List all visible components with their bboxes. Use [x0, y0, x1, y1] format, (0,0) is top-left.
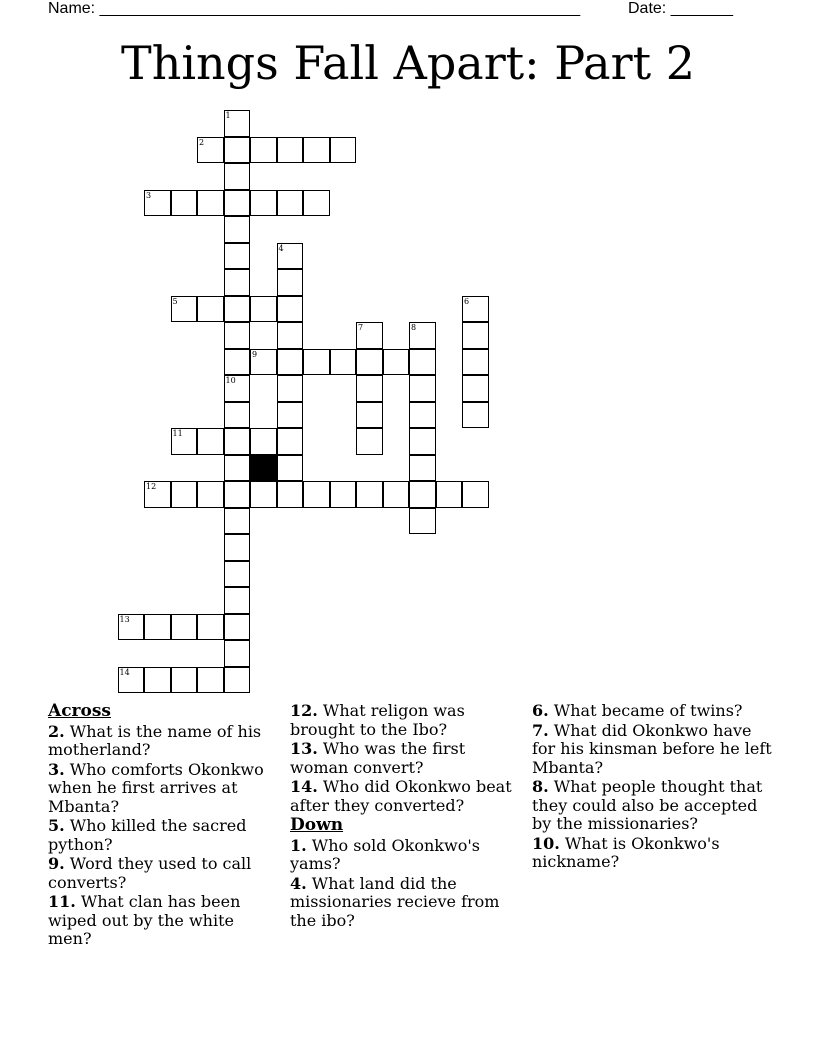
grid-cell[interactable]: [197, 296, 224, 323]
clue-number: 1.: [290, 835, 307, 855]
grid-cell[interactable]: [383, 481, 410, 508]
grid-cell[interactable]: [171, 667, 198, 694]
grid-cell[interactable]: [462, 402, 489, 429]
grid-cell[interactable]: [409, 481, 436, 508]
grid-cell[interactable]: [197, 614, 224, 641]
clue-across-3: [48, 761, 273, 817]
clue-across-2: [48, 723, 273, 760]
clue-text: Who killed the sacred python?: [48, 816, 247, 854]
grid-cell[interactable]: [303, 190, 330, 217]
clue-number-label: 12: [146, 482, 157, 491]
grid-cell[interactable]: [224, 640, 251, 667]
clue-number-label: 11: [172, 429, 183, 438]
clue-down-10: [532, 835, 772, 872]
clue-number-label: 13: [119, 614, 130, 624]
grid-cell[interactable]: [436, 481, 463, 508]
grid-cell[interactable]: [224, 561, 251, 588]
clue-number: 12.: [290, 701, 318, 720]
grid-cell[interactable]: [330, 137, 357, 164]
clue-number-label: 3: [146, 190, 152, 200]
grid-cell[interactable]: [197, 481, 224, 508]
clue-number-label: 1: [225, 111, 231, 120]
black-cell: [250, 455, 277, 482]
clue-number: 11.: [48, 892, 76, 911]
grid-cell[interactable]: [224, 216, 251, 243]
clue-down-8: [532, 778, 772, 834]
clue-text: What people thought that they could also be accepted by the missionaries?: [532, 777, 763, 833]
grid-cell[interactable]: [409, 349, 436, 376]
grid-cell[interactable]: [197, 428, 224, 455]
grid-cell[interactable]: [171, 614, 198, 641]
grid-cell[interactable]: [409, 455, 436, 482]
clue-number: 10.: [532, 833, 560, 853]
grid-cell[interactable]: [277, 455, 304, 482]
grid-cell[interactable]: [303, 137, 330, 164]
clue-number: 6.: [532, 701, 549, 720]
grid-cell[interactable]: [224, 269, 251, 296]
grid-cell[interactable]: [144, 667, 171, 694]
grid-cell[interactable]: [197, 667, 224, 694]
clue-text: Who was the first woman convert?: [290, 739, 466, 777]
clues-column-3: [532, 702, 772, 873]
grid-cell[interactable]: [462, 375, 489, 402]
grid-cell[interactable]: [356, 402, 383, 429]
clue-down-6: [532, 702, 772, 721]
clue-number-label: 14: [119, 667, 130, 677]
grid-cell[interactable]: [224, 534, 251, 561]
grid-cell[interactable]: [330, 349, 357, 376]
grid-cell[interactable]: [277, 137, 304, 164]
clue-number-label: 7: [358, 323, 364, 332]
grid-cell[interactable]: [330, 481, 357, 508]
grid-cell[interactable]: [462, 349, 489, 376]
grid-cell[interactable]: [356, 375, 383, 402]
clue-text: What is the name of his motherland?: [48, 721, 262, 759]
clue-across-13: [290, 740, 515, 777]
grid-cell[interactable]: [277, 481, 304, 508]
clue-text: What became of twins?: [548, 701, 743, 720]
grid-cell[interactable]: [277, 349, 304, 376]
grid-cell[interactable]: [224, 667, 251, 694]
grid-cell[interactable]: [356, 428, 383, 455]
clue-across-12: [290, 702, 515, 739]
clues-column-2: [290, 702, 515, 931]
grid-cell[interactable]: [224, 243, 251, 270]
clue-number: 14.: [290, 777, 318, 796]
clue-text: Who comforts Okonkwo when he first arrives at Mbanta?: [48, 759, 264, 816]
grid-cell[interactable]: [171, 190, 198, 217]
grid-cell[interactable]: [250, 190, 277, 217]
clue-number: 5.: [48, 816, 65, 835]
grid-cell[interactable]: [356, 481, 383, 508]
clue-number: 4.: [290, 873, 307, 893]
clue-number-label: 5: [172, 296, 178, 306]
grid-cell[interactable]: [277, 428, 304, 455]
page-title: Things Fall Apart: Part 2: [121, 36, 695, 90]
grid-cell[interactable]: [224, 402, 251, 429]
grid-cell[interactable]: [224, 587, 251, 614]
grid-cell[interactable]: [250, 428, 277, 455]
grid-cell[interactable]: [277, 322, 304, 349]
grid-cell[interactable]: [277, 269, 304, 296]
grid-cell[interactable]: [277, 402, 304, 429]
clue-down-4: [290, 875, 515, 931]
grid-cell[interactable]: [250, 137, 277, 164]
grid-cell[interactable]: [409, 508, 436, 535]
grid-cell[interactable]: [224, 455, 251, 482]
grid-cell[interactable]: [383, 349, 410, 376]
clue-number: 8.: [532, 777, 549, 796]
clue-number-label: 6: [464, 296, 470, 306]
grid-cell[interactable]: [224, 137, 251, 164]
down-heading: Down: [290, 815, 344, 835]
grid-cell[interactable]: [409, 402, 436, 429]
clue-down-1: [290, 837, 515, 874]
clue-number-label: 2: [199, 137, 205, 147]
grid-cell[interactable]: [144, 614, 171, 641]
grid-cell[interactable]: [224, 163, 251, 190]
clue-text: Who did Okonkwo beat after they converted?: [290, 777, 512, 815]
grid-cell[interactable]: [250, 296, 277, 323]
clues-column-1: [48, 702, 273, 950]
clue-number: 7.: [532, 720, 549, 740]
clue-number-label: 9: [252, 349, 258, 359]
clue-across-9: [48, 855, 273, 892]
clue-across-5: [48, 817, 273, 854]
clue-number: 9.: [48, 854, 65, 873]
clue-across-14: [290, 778, 515, 815]
name-field-label: Name: ______________________________________________________: [48, 0, 581, 17]
clue-number: 13.: [290, 739, 318, 758]
clue-across-11: [48, 893, 273, 949]
grid-cell[interactable]: [303, 349, 330, 376]
grid-cell[interactable]: [409, 428, 436, 455]
grid-cell[interactable]: [250, 481, 277, 508]
grid-cell[interactable]: [224, 190, 251, 217]
date-field-label: Date: _______: [628, 0, 733, 17]
grid-cell[interactable]: [224, 349, 251, 376]
grid-cell[interactable]: [462, 481, 489, 508]
across-heading: Across: [48, 701, 111, 721]
clue-text: What did Okonkwo have for his kinsman before he left Mbanta?: [532, 720, 772, 777]
clue-text: What is Okonkwo's nickname?: [532, 833, 720, 871]
grid-cell[interactable]: [224, 614, 251, 641]
grid-cell[interactable]: [462, 322, 489, 349]
clue-text: Word they used to call converts?: [48, 854, 252, 892]
clue-down-7: [532, 722, 772, 778]
clue-number: 3.: [48, 759, 65, 779]
clue-text: What clan has been wiped out by the white men?: [48, 892, 241, 948]
grid-cell[interactable]: [224, 322, 251, 349]
grid-cell[interactable]: [277, 375, 304, 402]
grid-cell[interactable]: [277, 296, 304, 323]
clue-number: 2.: [48, 721, 65, 741]
grid-cell[interactable]: [409, 375, 436, 402]
clue-number-label: 4: [278, 243, 284, 253]
clue-number-label: 10: [225, 376, 236, 385]
grid-cell[interactable]: [224, 508, 251, 535]
grid-cell[interactable]: [224, 428, 251, 455]
grid-cell[interactable]: [224, 481, 251, 508]
grid-cell[interactable]: [356, 349, 383, 376]
grid-cell[interactable]: [197, 190, 224, 217]
clue-text: What land did the missionaries recieve from the ibo?: [290, 873, 500, 930]
grid-cell[interactable]: [277, 190, 304, 217]
clue-text: Who sold Okonkwo's yams?: [290, 835, 480, 873]
clue-number-label: 8: [411, 323, 417, 332]
grid-cell[interactable]: [171, 481, 198, 508]
clue-text: What religon was brought to the Ibo?: [290, 701, 465, 739]
grid-cell[interactable]: [303, 481, 330, 508]
grid-cell[interactable]: [224, 296, 251, 323]
